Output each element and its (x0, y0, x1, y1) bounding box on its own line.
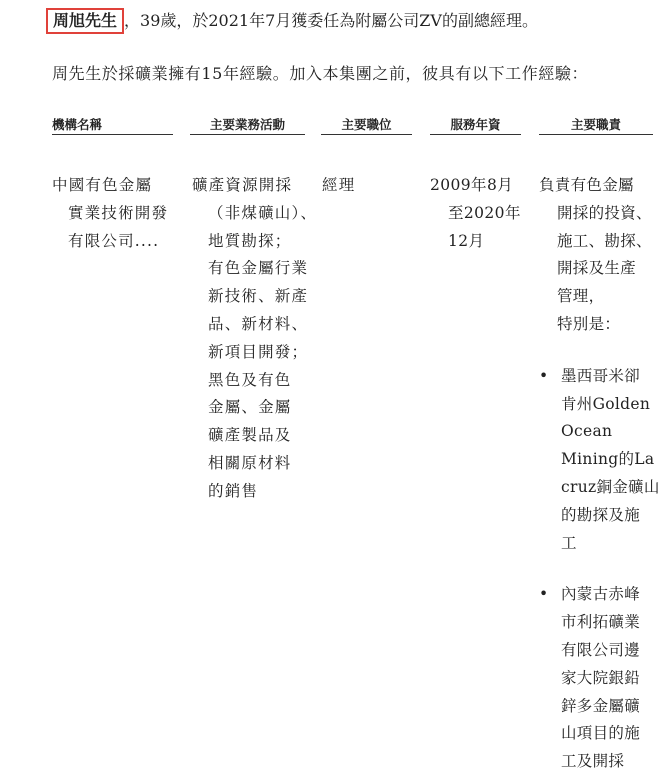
business-line: 新技術、新產 (208, 287, 309, 306)
position-line: 經理 (322, 176, 356, 194)
business-line: 品、新材料、 (208, 314, 309, 333)
duty-bullet-inner-mongolia (539, 581, 660, 776)
duty-line: 的勘探及施 (561, 505, 641, 524)
intro-text: ，39歲，於2021年7月獲委任為附屬公司ZV的副總經理。 (124, 11, 538, 30)
business-line: 黑色及有色 (208, 370, 292, 389)
duties-line: 負責有色金屬 (539, 176, 634, 194)
duties-cell (539, 172, 660, 776)
business-line: 金屬、金屬 (208, 398, 292, 417)
business-line: 有色金屬行業 (208, 259, 309, 278)
duty-line: 墨西哥米卻 (561, 366, 641, 385)
duty-line: Ocean (561, 422, 613, 441)
header-duties: 主要職責 (539, 116, 653, 135)
duties-line: 施工、勘探、 (557, 231, 652, 250)
business-cell (192, 172, 317, 506)
business-line: （非煤礦山）、 (208, 203, 318, 222)
header-position: 主要職位 (321, 116, 412, 135)
duty-line: 肯州Golden (561, 394, 651, 413)
institution-line: 有限公司.... (68, 231, 160, 250)
institution-cell (52, 172, 168, 255)
business-line: 相關原材料 (208, 453, 292, 472)
duty-line: 工 (561, 533, 577, 552)
duty-line: 有限公司邊 (561, 640, 641, 659)
header-institution: 機構名稱 (52, 116, 173, 135)
business-line: 的銷售 (208, 481, 259, 500)
years-line: 2009年8月 (430, 176, 514, 194)
highlighted-name: 周旭先生 (46, 8, 124, 34)
duties-line: 開採及生產 (557, 259, 637, 278)
business-line: 礦產製品及 (208, 426, 292, 445)
duties-line: 開採的投資、 (557, 203, 652, 222)
business-line: 地質勘探； (208, 231, 292, 250)
duty-line: Mining的La (561, 450, 655, 469)
duty-line: 鋅多金屬礦 (561, 696, 641, 715)
business-line: 礦產資源開採 (192, 176, 293, 194)
duties-line: 特別是： (557, 314, 621, 333)
years-line: 12月 (448, 231, 485, 250)
intro-paragraph (52, 8, 538, 34)
duties-line: 管理， (557, 287, 605, 306)
years-cell (430, 172, 521, 255)
duty-bullet-mexico (539, 363, 660, 558)
position-cell (322, 172, 355, 200)
duty-line: 內蒙古赤峰 (561, 585, 641, 604)
bullet-dot: • (539, 366, 549, 385)
duty-line: 工及開採 (561, 752, 625, 771)
business-line: 新項目開發； (208, 342, 309, 361)
institution-line: 實業技術開發 (68, 203, 169, 222)
header-business: 主要業務活動 (190, 116, 305, 135)
experience-intro: 周先生於採礦業擁有15年經驗。加入本集團之前，彼具有以下工作經驗： (52, 64, 589, 83)
header-years: 服務年資 (430, 116, 521, 135)
duty-line: 市利拓礦業 (561, 613, 641, 632)
duty-line: cruz銅金礦山 (561, 477, 660, 496)
institution-line: 中國有色金屬 (52, 176, 153, 194)
duty-line: 家大院銀鉛 (561, 668, 641, 687)
duty-line: 山項目的施 (561, 724, 641, 743)
bullet-dot: • (539, 585, 549, 604)
years-line: 至2020年 (448, 203, 521, 222)
